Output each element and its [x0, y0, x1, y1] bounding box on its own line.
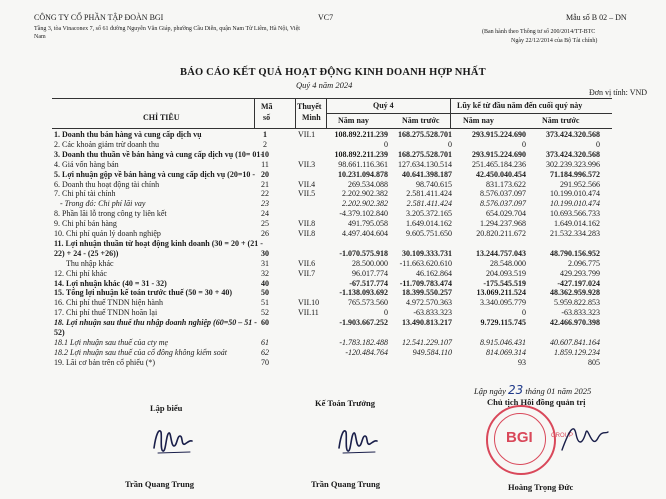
cell-q-this: 108.892.211.239	[334, 149, 388, 159]
header-q-last-year: Năm trước	[402, 116, 440, 125]
sign-date	[474, 383, 591, 397]
cell-q-last: 168.275.528.701	[398, 149, 452, 159]
form-regulation: (Ban hành theo Thông tư số 200/2014/TT-BTC	[482, 29, 596, 35]
cell-q-this: -120.484.764	[345, 347, 388, 357]
company-name: CÔNG TY CỔ PHẦN TẬP ĐOÀN BGI	[34, 13, 164, 22]
cell-label: 9. Chi phí bán hàng	[54, 219, 117, 229]
cell-label: 18.2 Lợi nhuận sau thuế của cổ đông không kiểm soát	[54, 347, 227, 357]
header-note-line2: Minh	[302, 113, 321, 122]
cell-y-last: 429.293.799	[560, 268, 600, 278]
cell-code: 21	[261, 179, 269, 189]
cell-q-this: 269.534.088	[348, 179, 388, 189]
cell-label: 16. Chi phí thuế TNDN hiện hành	[54, 298, 163, 308]
cell-label: 19. Lãi cơ bản trên cổ phiếu (*)	[54, 357, 156, 367]
cell-code: 62	[261, 347, 269, 357]
cell-y-this: 42.450.040.454	[476, 169, 526, 179]
cell-y-last: 1.649.014.162	[554, 219, 600, 229]
cell-y-last: 1.859.129.234	[554, 347, 600, 357]
cell-code: 70	[261, 357, 269, 367]
cell-note: VII.1	[298, 130, 316, 139]
cell-q-this: 28.500.000	[352, 258, 388, 268]
cell-label: 6. Doanh thu hoạt động tài chính	[54, 179, 160, 189]
cell-q-this: 10.231.094.878	[338, 169, 388, 179]
cell-label: 11. Lợi nhuận thuần từ hoạt động kinh doanh (30 = 20 + (21 -	[54, 238, 263, 248]
cell-code: 24	[261, 209, 269, 219]
header-quarter: Quý 4	[373, 101, 394, 110]
header-note: Thuyết	[297, 102, 322, 111]
cell-q-last: 949.584.110	[412, 347, 452, 357]
chairman-signature	[560, 420, 610, 460]
cell-q-last: 40.641.398.187	[402, 169, 452, 179]
preparer-name: Trần Quang Trung	[125, 479, 194, 489]
report-period: Quý 4 năm 2024	[296, 80, 353, 90]
cell-q-last: 168.275.528.701	[398, 130, 452, 139]
cell-q-last: 30.109.333.731	[402, 248, 452, 258]
cell-y-last: 21.532.334.283	[550, 229, 600, 238]
cell-note: VII.8	[298, 229, 316, 238]
cell-code: 31	[261, 258, 269, 268]
cell-y-last: 48.790.156.952	[550, 248, 600, 258]
cell-y-last: 10.693.566.733	[550, 209, 600, 219]
cell-y-this: 814.069.314	[486, 347, 526, 357]
cell-y-this: 20.820.211.672	[476, 229, 526, 238]
cell-q-this: -67.517.774	[349, 278, 388, 288]
sign-date-day: 23	[508, 383, 524, 397]
cell-code: 11	[261, 159, 269, 169]
table-subheader-border	[326, 113, 612, 114]
cell-code: 23	[261, 199, 269, 209]
cell-q-last: 2.581.411.424	[406, 189, 452, 199]
cell-q-this: -1.070.575.918	[339, 248, 388, 258]
cell-y-this: 8.915.046.431	[480, 337, 526, 347]
cell-y-this: 654.029.704	[486, 209, 526, 219]
cell-q-this: 491.795.058	[348, 219, 388, 229]
cell-y-this: 3.340.095.779	[480, 298, 526, 308]
header-ytd: Lũy kế từ đầu năm đến cuối quý này	[457, 101, 583, 110]
cell-code: 25	[261, 219, 269, 229]
col-divider	[326, 98, 327, 128]
cell-y-last: 48.362.959.928	[550, 288, 600, 298]
cell-q-this: 4.497.404.604	[342, 229, 388, 238]
cell-y-this: 9.729.115.745	[480, 318, 526, 328]
cell-y-this: -175.545.519	[483, 278, 526, 288]
accountant-name: Trần Quang Trung	[311, 479, 380, 489]
table-row	[0, 358, 666, 369]
stamp-group: GROUP	[551, 433, 574, 439]
company-address-cont: Nam	[34, 34, 46, 40]
cell-y-this: 28.548.000	[490, 258, 526, 268]
cell-code: 61	[261, 337, 269, 347]
cell-q-this: -1.783.182.488	[339, 337, 388, 347]
cell-q-last: -63.833.323	[413, 308, 452, 318]
cell-note: VII.5	[298, 189, 316, 199]
form-number: Mẫu số B 02 – DN	[566, 13, 627, 22]
cell-code: 40	[261, 278, 269, 288]
preparer-title: Lập biểu	[150, 403, 183, 413]
cell-y-this: 93	[518, 357, 526, 367]
cell-q-last: 12.541.229.107	[402, 337, 452, 347]
cell-label: 18. Lợi nhuận sau thuế thu nhập doanh nghiệp (60=50 – 51 -	[54, 318, 257, 328]
cell-label: 15. Tổng lợi nhuận kế toán trước thuế (50 = 30 + 40)	[54, 288, 232, 298]
cell-y-last: 40.607.841.164	[550, 337, 600, 347]
cell-y-last: -63.833.323	[561, 308, 600, 318]
header-code-line2: số	[263, 113, 271, 122]
cell-label: 52)	[54, 328, 65, 337]
cell-q-this: -1.903.667.252	[339, 318, 388, 328]
cell-y-last: -427.197.024	[557, 278, 600, 288]
sign-date-prefix: Lập ngày	[474, 386, 506, 396]
header-y-this-year: Năm nay	[463, 116, 494, 125]
cell-q-last: 9.605.751.650	[406, 229, 452, 238]
cell-code: 20	[261, 169, 269, 179]
cell-code: 26	[261, 229, 269, 238]
cell-y-last: 71.184.996.572	[550, 169, 600, 179]
col-divider	[254, 98, 255, 128]
cell-y-this: 251.465.184.236	[472, 159, 526, 169]
cell-q-this: 765.573.560	[348, 298, 388, 308]
cell-y-this: 1.294.237.968	[480, 219, 526, 229]
cell-code: 51	[261, 298, 269, 308]
form-regulation-date: Ngày 22/12/2014 của Bộ Tài chính)	[511, 38, 598, 44]
cell-label: 3. Doanh thu thuần về bán hàng và cung cấp dịch vụ (10= 01-	[54, 149, 264, 159]
cell-q-this: 96.017.774	[352, 268, 388, 278]
cell-y-last: 291.952.566	[560, 179, 600, 189]
cell-q-last: -11.663.620.610	[399, 258, 452, 268]
cell-y-last: 42.466.970.398	[550, 318, 600, 328]
cell-code: 50	[261, 288, 269, 298]
cell-y-last: 10.199.010.474	[550, 189, 600, 199]
cell-code: 52	[261, 308, 269, 318]
cell-y-this: 0	[522, 308, 526, 318]
cell-note: VII.7	[298, 268, 316, 278]
cell-label: 17. Chi phí thuế TNDN hoãn lại	[54, 308, 158, 318]
col-divider	[295, 98, 296, 128]
cell-label: 18.1 Lợi nhuận sau thuế của cty mẹ	[54, 337, 169, 347]
cell-note: VII.10	[298, 298, 320, 308]
cell-q-last: 4.972.570.363	[406, 298, 452, 308]
cell-q-this: 2.202.902.382	[342, 199, 388, 209]
cell-y-this: 831.173.622	[486, 179, 526, 189]
cell-code: 32	[261, 268, 269, 278]
cell-y-last: 0	[596, 139, 600, 149]
cell-code: 2	[263, 139, 267, 149]
cell-code: 30	[261, 248, 269, 258]
cell-q-last: 2.581.411.424	[406, 199, 452, 209]
accountant-title: Kế Toán Trưởng	[315, 398, 376, 408]
cell-label: 8. Phần lãi lỗ trong công ty liên kết	[54, 209, 167, 219]
cell-label: 1. Doanh thu bán hàng và cung cấp dịch vụ	[54, 130, 202, 139]
cell-label: 4. Giá vốn hàng bán	[54, 159, 119, 169]
cell-label: 10. Chi phí quản lý doanh nghiệp	[54, 229, 161, 238]
cell-q-this: 0	[384, 139, 388, 149]
report-title: BÁO CÁO KẾT QUẢ HOẠT ĐỘNG KINH DOANH HỢP NHẤT	[180, 67, 486, 78]
cell-q-last: 18.399.550.257	[402, 288, 452, 298]
col-divider	[450, 98, 451, 128]
cell-q-this: 108.892.211.239	[334, 130, 388, 139]
cell-y-this: 204.093.519	[486, 268, 526, 278]
cell-label: 14. Lợi nhuận khác (40 = 31 - 32)	[54, 278, 167, 288]
company-address: Tầng 3, tòa Vinaconex 7, số 61 đường Nguyễn Văn Giáp, phường Cầu Diễn, quận Nam Từ Liêm, Hà Nội, Việt	[34, 26, 300, 32]
preparer-signature	[150, 424, 196, 458]
cell-y-this: 13.069.211.524	[476, 288, 526, 298]
cell-y-last: 805	[588, 357, 600, 367]
cell-q-this: 98.661.116.361	[338, 159, 388, 169]
table-top-border	[52, 98, 612, 99]
cell-label: 22) + 24 - (25 +26))	[54, 248, 119, 258]
chairman-name: Hoàng Trọng Đức	[508, 482, 574, 492]
cell-label: 5. Lợi nhuận gộp về bán hàng và cung cấp dịch vụ (20=10 -	[54, 169, 256, 179]
cell-label: 7. Chi phí tài chính	[54, 189, 116, 199]
header-q-this-year: Năm nay	[338, 116, 369, 125]
sign-date-rest: tháng 01 năm 2025	[525, 386, 592, 396]
unit-label: Đơn vị tính: VND	[589, 88, 648, 97]
cell-note: VII.6	[298, 258, 316, 268]
table-header-border	[52, 128, 612, 129]
cell-code: 60	[261, 318, 269, 328]
cell-code: 22	[261, 189, 269, 199]
cell-y-last: 2.096.775	[568, 258, 600, 268]
stamp-logo: BGI	[506, 429, 533, 446]
cell-note: VII.8	[298, 219, 316, 229]
cell-note: VII.3	[298, 159, 316, 169]
cell-label: - Trong đó: Chi phí lãi vay	[60, 199, 146, 209]
cell-note: VII.4	[298, 179, 316, 189]
cell-y-this: 293.915.224.690	[472, 130, 526, 139]
cell-y-this: 0	[522, 139, 526, 149]
cell-q-last: 1.649.014.162	[406, 219, 452, 229]
cell-y-last: 302.239.323.996	[546, 159, 600, 169]
cell-q-last: -11.709.783.474	[399, 278, 452, 288]
form-code: VC7	[318, 13, 334, 22]
chairman-title: Chủ tịch Hội đồng quản trị	[487, 397, 586, 407]
cell-note: VII.11	[298, 308, 319, 318]
cell-q-last: 98.740.615	[416, 179, 452, 189]
cell-label: Thu nhập khác	[66, 258, 114, 268]
cell-y-last: 373.424.320.568	[546, 149, 600, 159]
cell-q-last: 3.205.372.165	[406, 209, 452, 219]
header-item: CHỈ TIÊU	[143, 113, 180, 122]
cell-y-last: 10.199.010.474	[550, 199, 600, 209]
cell-q-last: 127.634.130.514	[398, 159, 452, 169]
header-code: Mã	[261, 102, 273, 111]
cell-label: 2. Các khoản giảm trừ doanh thu	[54, 139, 159, 149]
cell-y-this: 8.576.037.097	[480, 189, 526, 199]
cell-y-this: 13.244.757.043	[476, 248, 526, 258]
cell-q-this: 0	[384, 308, 388, 318]
cell-label: 12. Chi phí khác	[54, 268, 107, 278]
cell-q-last: 46.162.864	[416, 268, 452, 278]
accountant-signature	[335, 424, 381, 458]
cell-y-last: 373.424.320.568	[546, 130, 600, 139]
cell-y-this: 8.576.037.097	[480, 199, 526, 209]
cell-q-this: 2.202.902.382	[342, 189, 388, 199]
cell-y-this: 293.915.224.690	[472, 149, 526, 159]
cell-q-this: -4.379.102.840	[339, 209, 388, 219]
cell-y-last: 5.959.822.853	[554, 298, 600, 308]
cell-code: 1	[263, 130, 267, 139]
cell-q-last: 13.490.813.217	[402, 318, 452, 328]
header-y-last-year: Năm trước	[542, 116, 580, 125]
cell-q-last: 0	[448, 139, 452, 149]
cell-code: 10	[261, 149, 269, 159]
cell-q-this: -1.138.093.692	[339, 288, 388, 298]
